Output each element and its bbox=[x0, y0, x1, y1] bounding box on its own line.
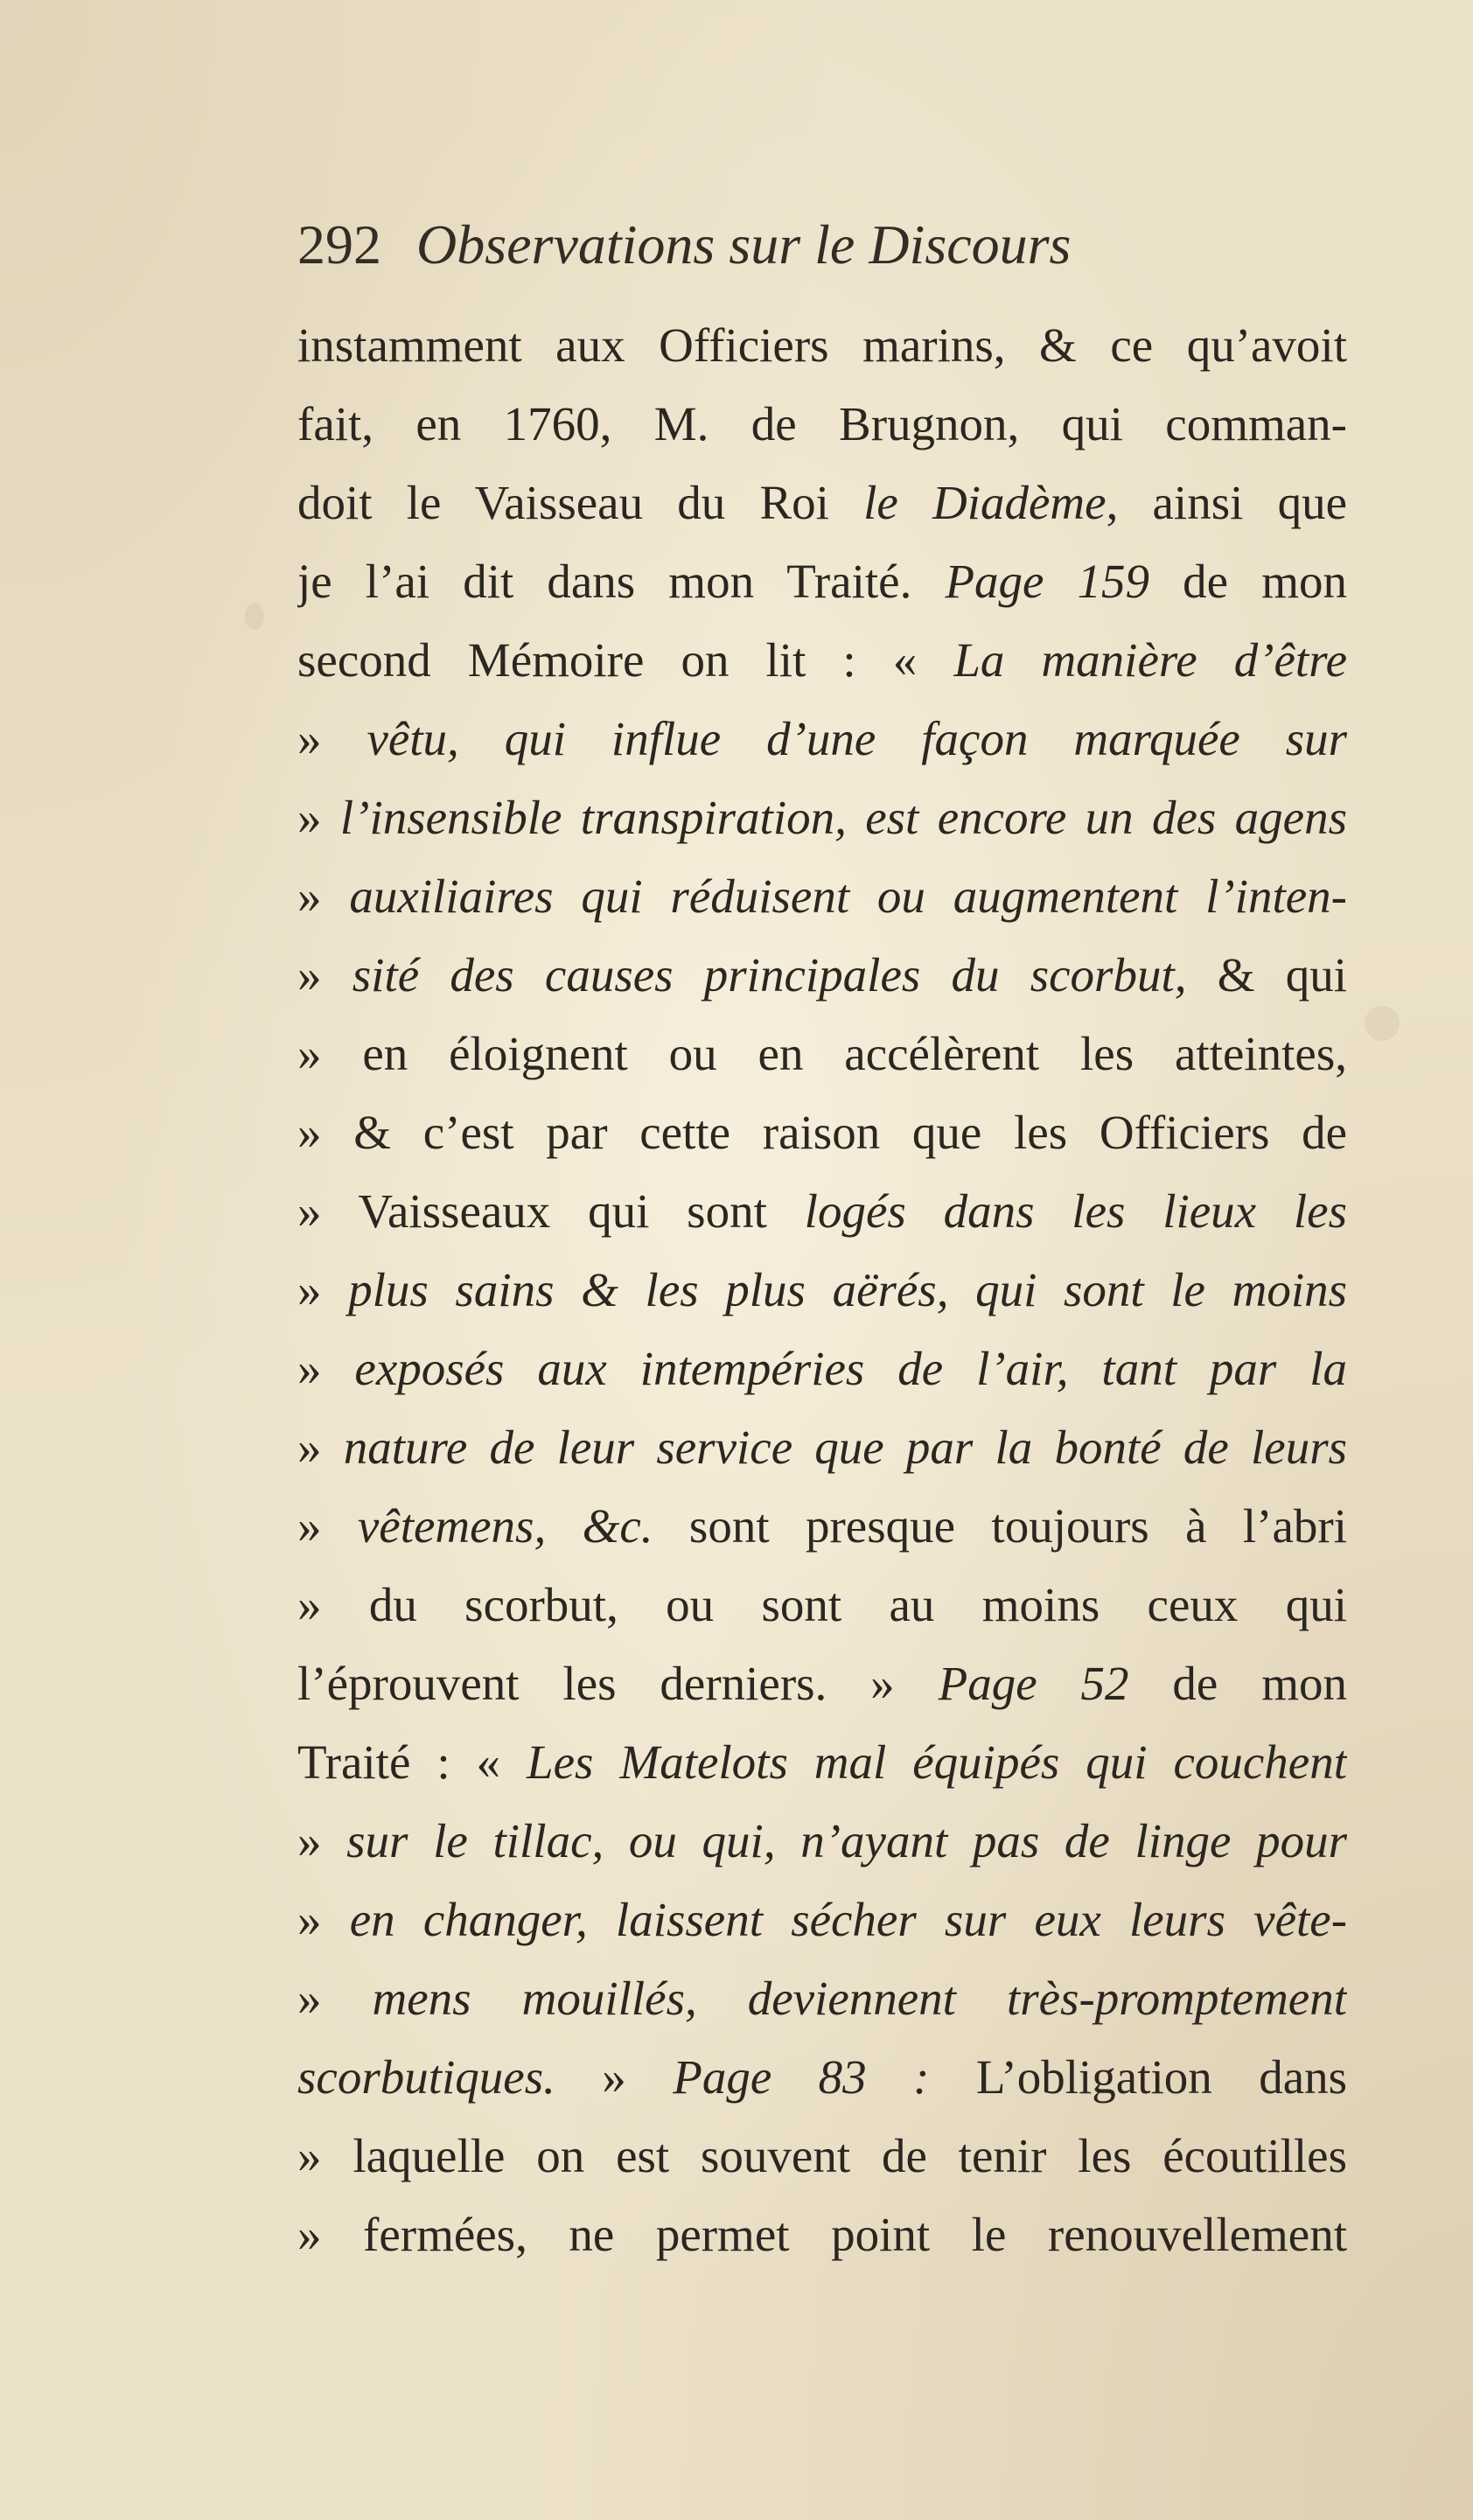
italic-segment: La manière d’être bbox=[953, 633, 1347, 687]
text-line bbox=[297, 1881, 1347, 1959]
italic-segment: Page 52 bbox=[938, 1657, 1129, 1710]
text-line bbox=[297, 1723, 1347, 1802]
text-line bbox=[297, 1251, 1347, 1330]
paper-stain bbox=[245, 604, 264, 630]
body-text bbox=[297, 306, 1347, 2274]
text-segment: » du scorbut, ou sont au moins ceux qui bbox=[297, 1578, 1347, 1631]
running-title: Observations sur le Discours bbox=[416, 213, 1072, 276]
text-line bbox=[297, 542, 1347, 621]
text-segment: » en éloignent ou en accélèrent les atteintes, bbox=[297, 1027, 1347, 1080]
paper-stain bbox=[1365, 1006, 1400, 1041]
text-segment: fait, en 1760, M. de Brugnon, qui comman- bbox=[297, 397, 1347, 450]
text-line bbox=[297, 1566, 1347, 1644]
text-line bbox=[297, 1802, 1347, 1881]
page-header bbox=[297, 206, 1347, 284]
text-segment: , ainsi que bbox=[1106, 476, 1347, 529]
text-line bbox=[297, 1172, 1347, 1251]
italic-segment: Page 83 : bbox=[673, 2050, 930, 2104]
text-line bbox=[297, 1330, 1347, 1408]
text-line bbox=[297, 857, 1347, 936]
text-segment: » Vaisseaux qui sont bbox=[297, 1184, 805, 1238]
text-line bbox=[297, 2195, 1347, 2274]
text-line bbox=[297, 1644, 1347, 1723]
text-segment: l’éprouvent les derniers. » bbox=[297, 1657, 939, 1710]
italic-segment: exposés aux intempéries de l’air, tant par la bbox=[354, 1342, 1347, 1395]
text-line bbox=[297, 1959, 1347, 2038]
text-segment: » bbox=[297, 1263, 349, 1316]
italic-segment: plus sains & les plus aërés, qui sont le moins bbox=[348, 1263, 1347, 1316]
italic-segment: scorbutiques. bbox=[297, 2050, 555, 2104]
text-line bbox=[297, 1093, 1347, 1172]
italic-segment: auxiliaires qui réduisent ou augmentent l’inten- bbox=[349, 869, 1347, 923]
italic-segment: sité des causes principales du scorbut, bbox=[352, 948, 1187, 1002]
text-segment: » bbox=[555, 2050, 674, 2104]
text-line bbox=[297, 464, 1347, 542]
text-segment: instamment aux Officiers marins, & ce qu’avoit bbox=[297, 318, 1347, 372]
text-segment: » & c’est par cette raison que les Officiers de bbox=[297, 1106, 1347, 1159]
italic-segment: en changer, laissent sécher sur eux leurs vête- bbox=[349, 1893, 1347, 1946]
text-segment: & qui bbox=[1186, 948, 1347, 1002]
italic-segment: le Diadème bbox=[863, 476, 1106, 529]
text-segment: je l’ai dit dans mon Traité. bbox=[297, 555, 946, 608]
text-segment: » bbox=[297, 1342, 355, 1395]
text-segment: doit le Vaisseau du Roi bbox=[297, 476, 864, 529]
text-line bbox=[297, 385, 1347, 464]
text-segment: Traité : « bbox=[297, 1735, 527, 1789]
text-line bbox=[297, 1408, 1347, 1487]
text-segment: » bbox=[297, 791, 340, 844]
text-line bbox=[297, 778, 1347, 857]
italic-segment: Page 159 bbox=[945, 555, 1150, 608]
italic-segment: vêtu, qui influe d’une façon marquée sur bbox=[367, 712, 1347, 765]
text-line bbox=[297, 2038, 1347, 2117]
text-line bbox=[297, 700, 1347, 778]
italic-segment: vêtemens, &c. bbox=[357, 1499, 653, 1553]
text-segment: second Mémoire on lit : « bbox=[297, 633, 954, 687]
text-segment: » fermées, ne permet point le renouvellement bbox=[297, 2208, 1347, 2261]
text-segment: » bbox=[297, 1893, 350, 1946]
text-line bbox=[297, 1487, 1347, 1566]
italic-segment: mens mouillés, deviennent très-promptement bbox=[372, 1972, 1347, 2025]
italic-segment: logés dans les lieux les bbox=[804, 1184, 1347, 1238]
text-segment: sont presque toujours à l’abri bbox=[653, 1499, 1347, 1553]
text-segment: L’obligation dans bbox=[929, 2050, 1347, 2104]
text-segment: de mon bbox=[1128, 1657, 1347, 1710]
text-segment: » bbox=[297, 1972, 373, 2025]
italic-segment: Les Matelots mal équipés qui couchent bbox=[527, 1735, 1347, 1789]
text-line bbox=[297, 2117, 1347, 2195]
text-line bbox=[297, 1015, 1347, 1093]
page-number: 292 bbox=[297, 213, 381, 276]
text-segment: » bbox=[297, 1499, 358, 1553]
text-segment: de mon bbox=[1149, 555, 1347, 608]
text-segment: » bbox=[297, 869, 350, 923]
text-segment: » laquelle on est souvent de tenir les écoutilles bbox=[297, 2129, 1347, 2182]
text-segment: » bbox=[297, 948, 353, 1002]
italic-segment: sur le tillac, ou qui, n’ayant pas de linge pour bbox=[346, 1814, 1347, 1867]
italic-segment: l’insensible transpiration, est encore un des agens bbox=[339, 791, 1347, 844]
text-line bbox=[297, 306, 1347, 385]
text-segment: » bbox=[297, 1421, 344, 1474]
text-line bbox=[297, 936, 1347, 1015]
text-segment: » bbox=[297, 1814, 347, 1867]
text-segment: » bbox=[297, 712, 367, 765]
italic-segment: nature de leur service que par la bonté de leurs bbox=[343, 1421, 1347, 1474]
text-line bbox=[297, 621, 1347, 700]
